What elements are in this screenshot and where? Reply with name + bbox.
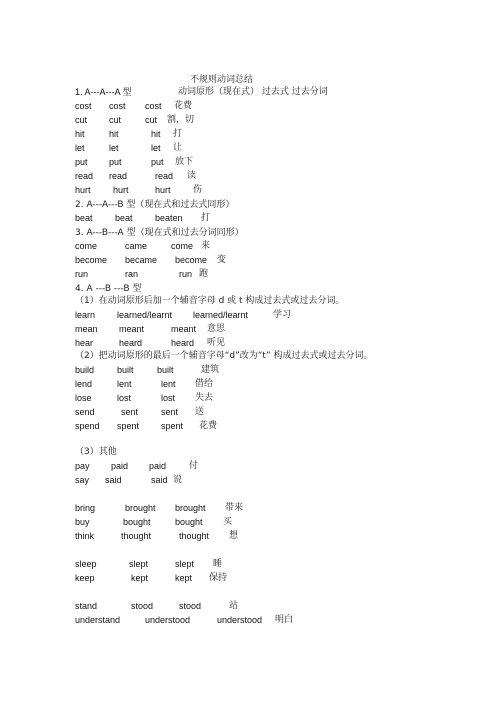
- verb-base: beat: [75, 213, 93, 223]
- verb-base: mean: [75, 324, 98, 334]
- verb-meaning: 建筑: [201, 365, 220, 375]
- verb-participle: let: [151, 143, 161, 153]
- note-1: （1）在动词原形后加一个辅音字母 d 或 t 构成过去式或过去分词。: [75, 296, 345, 306]
- verb-meaning: 读: [187, 171, 197, 181]
- verb-past: beat: [115, 213, 133, 223]
- verb-past: brought: [125, 503, 156, 513]
- verb-base: learn: [75, 310, 96, 320]
- section-heading-abb: 4. A ---B ---B 型: [75, 284, 142, 294]
- section-heading-aab: 2. A---A---B 型（现在式和过去式同形）: [75, 200, 235, 210]
- verb-participle: stood: [179, 601, 202, 611]
- verb-base: pay: [75, 461, 90, 471]
- section-heading-aaa-label: 1. A---A---A 型: [75, 87, 132, 97]
- section-heading-aaa: [75, 86, 328, 99]
- verb-base: hurt: [75, 185, 91, 195]
- verb-past: became: [125, 255, 158, 265]
- verb-base: buy: [75, 517, 90, 527]
- verb-participle: kept: [175, 573, 193, 583]
- verb-meaning: 变: [217, 255, 227, 265]
- verb-meaning: 让: [173, 143, 183, 153]
- verb-base: understand: [75, 615, 121, 625]
- verb-base: let: [75, 143, 85, 153]
- verb-past: stood: [131, 601, 154, 611]
- verb-participle: beaten: [155, 213, 183, 223]
- verb-base: lend: [75, 379, 93, 389]
- verb-past: spent: [117, 421, 140, 431]
- verb-base: cut: [75, 115, 88, 125]
- verb-participle: read: [155, 171, 174, 181]
- verb-participle: thought: [179, 531, 210, 541]
- verb-past: ran: [125, 269, 139, 279]
- verb-meaning: 送: [195, 407, 205, 417]
- verb-meaning: 睡: [213, 559, 223, 569]
- verb-past: meant: [119, 324, 145, 334]
- verb-base: hit: [75, 129, 85, 139]
- verb-base: stand: [75, 601, 98, 611]
- verb-meaning: 花费: [199, 421, 218, 431]
- verb-participle: lent: [161, 379, 176, 389]
- verb-meaning: 割，切: [167, 115, 195, 125]
- verb-past: sent: [121, 407, 139, 417]
- verb-past: put: [109, 157, 122, 167]
- verb-past: said: [105, 475, 122, 485]
- verb-participle: paid: [149, 461, 167, 471]
- verb-base: think: [75, 531, 95, 541]
- verb-meaning: 放下: [175, 157, 194, 167]
- verb-participle: sent: [161, 407, 179, 417]
- verb-meaning: 跑: [199, 269, 209, 279]
- verb-meaning: 听见: [207, 338, 226, 348]
- verb-base: send: [75, 407, 95, 417]
- verb-participle: lost: [161, 393, 176, 403]
- verb-meaning: 买: [223, 517, 233, 527]
- verb-base: come: [75, 241, 98, 251]
- verb-participle: put: [151, 157, 164, 167]
- note-2: （2）把动词原形的最后一个辅音字母“d”改为“t” 构成过去式或过去分词。: [75, 351, 373, 361]
- verb-base: say: [75, 475, 90, 485]
- verb-meaning: 想: [229, 531, 239, 541]
- verb-base: bring: [75, 503, 96, 513]
- verb-participle: hurt: [155, 185, 171, 195]
- verb-meaning: 打: [173, 129, 183, 139]
- verb-participle: slept: [175, 559, 195, 569]
- verb-past: kept: [131, 573, 149, 583]
- verb-past: paid: [111, 461, 129, 471]
- verb-participle: spent: [161, 421, 184, 431]
- verb-past: came: [125, 241, 148, 251]
- verb-meaning: 花费: [174, 101, 193, 111]
- verb-participle: bought: [175, 517, 203, 527]
- verb-base: hear: [75, 338, 94, 348]
- verb-past: read: [109, 171, 128, 181]
- verb-past: understood: [145, 615, 191, 625]
- verb-past: slept: [129, 559, 149, 569]
- verb-past: lent: [117, 379, 132, 389]
- verb-past: cut: [109, 115, 122, 125]
- verb-past: hit: [109, 129, 119, 139]
- section-heading-aaa-columns: 动词原形（现在式） 过去式 过去分词: [178, 87, 328, 97]
- verb-past: bought: [123, 517, 151, 527]
- verb-past: built: [117, 365, 134, 375]
- verb-past: learned/learnt: [117, 310, 173, 320]
- note-3: （3）其他: [75, 447, 117, 457]
- verb-participle: learned/learnt: [193, 310, 249, 320]
- verb-base: build: [75, 365, 95, 375]
- verb-meaning: 说: [173, 475, 183, 485]
- verb-participle: brought: [175, 503, 206, 513]
- verb-meaning: 明白: [275, 615, 294, 625]
- verb-participle: said: [151, 475, 168, 485]
- verb-base: cost: [75, 101, 92, 111]
- verb-base: put: [75, 157, 88, 167]
- verb-meaning: 站: [229, 601, 239, 611]
- verb-meaning: 学习: [273, 310, 292, 320]
- verb-participle: meant: [171, 324, 197, 334]
- verb-participle: become: [175, 255, 208, 265]
- verb-meaning: 来: [201, 241, 211, 251]
- verb-participle: heard: [171, 338, 195, 348]
- verb-meaning: 打: [201, 213, 211, 223]
- verb-past: let: [109, 143, 119, 153]
- verb-meaning: 带来: [225, 503, 244, 513]
- verb-meaning: 伤: [193, 185, 203, 195]
- verb-meaning: 借给: [195, 379, 214, 389]
- verb-base: spend: [75, 421, 100, 431]
- verb-base: read: [75, 171, 94, 181]
- page-title: 不规则动词总结: [190, 75, 254, 85]
- verb-participle: understood: [217, 615, 263, 625]
- verb-past: thought: [121, 531, 152, 541]
- verb-past: hurt: [113, 185, 129, 195]
- section-heading-aba: 3. A---B---A 型（现在式和过去分词同形）: [75, 228, 244, 238]
- verb-base: lose: [75, 393, 92, 403]
- verb-past: cost: [109, 101, 126, 111]
- verb-meaning: 付: [189, 461, 199, 471]
- verb-participle: built: [157, 365, 174, 375]
- verb-participle: come: [171, 241, 194, 251]
- verb-past: lost: [117, 393, 132, 403]
- verb-base: run: [75, 269, 89, 279]
- verb-participle: cost: [145, 101, 162, 111]
- verb-meaning: 保持: [209, 573, 228, 583]
- verb-meaning: 意思: [207, 324, 226, 334]
- verb-meaning: 失去: [195, 393, 214, 403]
- verb-past: heard: [119, 338, 143, 348]
- verb-base: sleep: [75, 559, 97, 569]
- verb-base: become: [75, 255, 108, 265]
- verb-participle: cut: [145, 115, 158, 125]
- verb-base: keep: [75, 573, 95, 583]
- verb-participle: run: [179, 269, 193, 279]
- verb-participle: hit: [151, 129, 161, 139]
